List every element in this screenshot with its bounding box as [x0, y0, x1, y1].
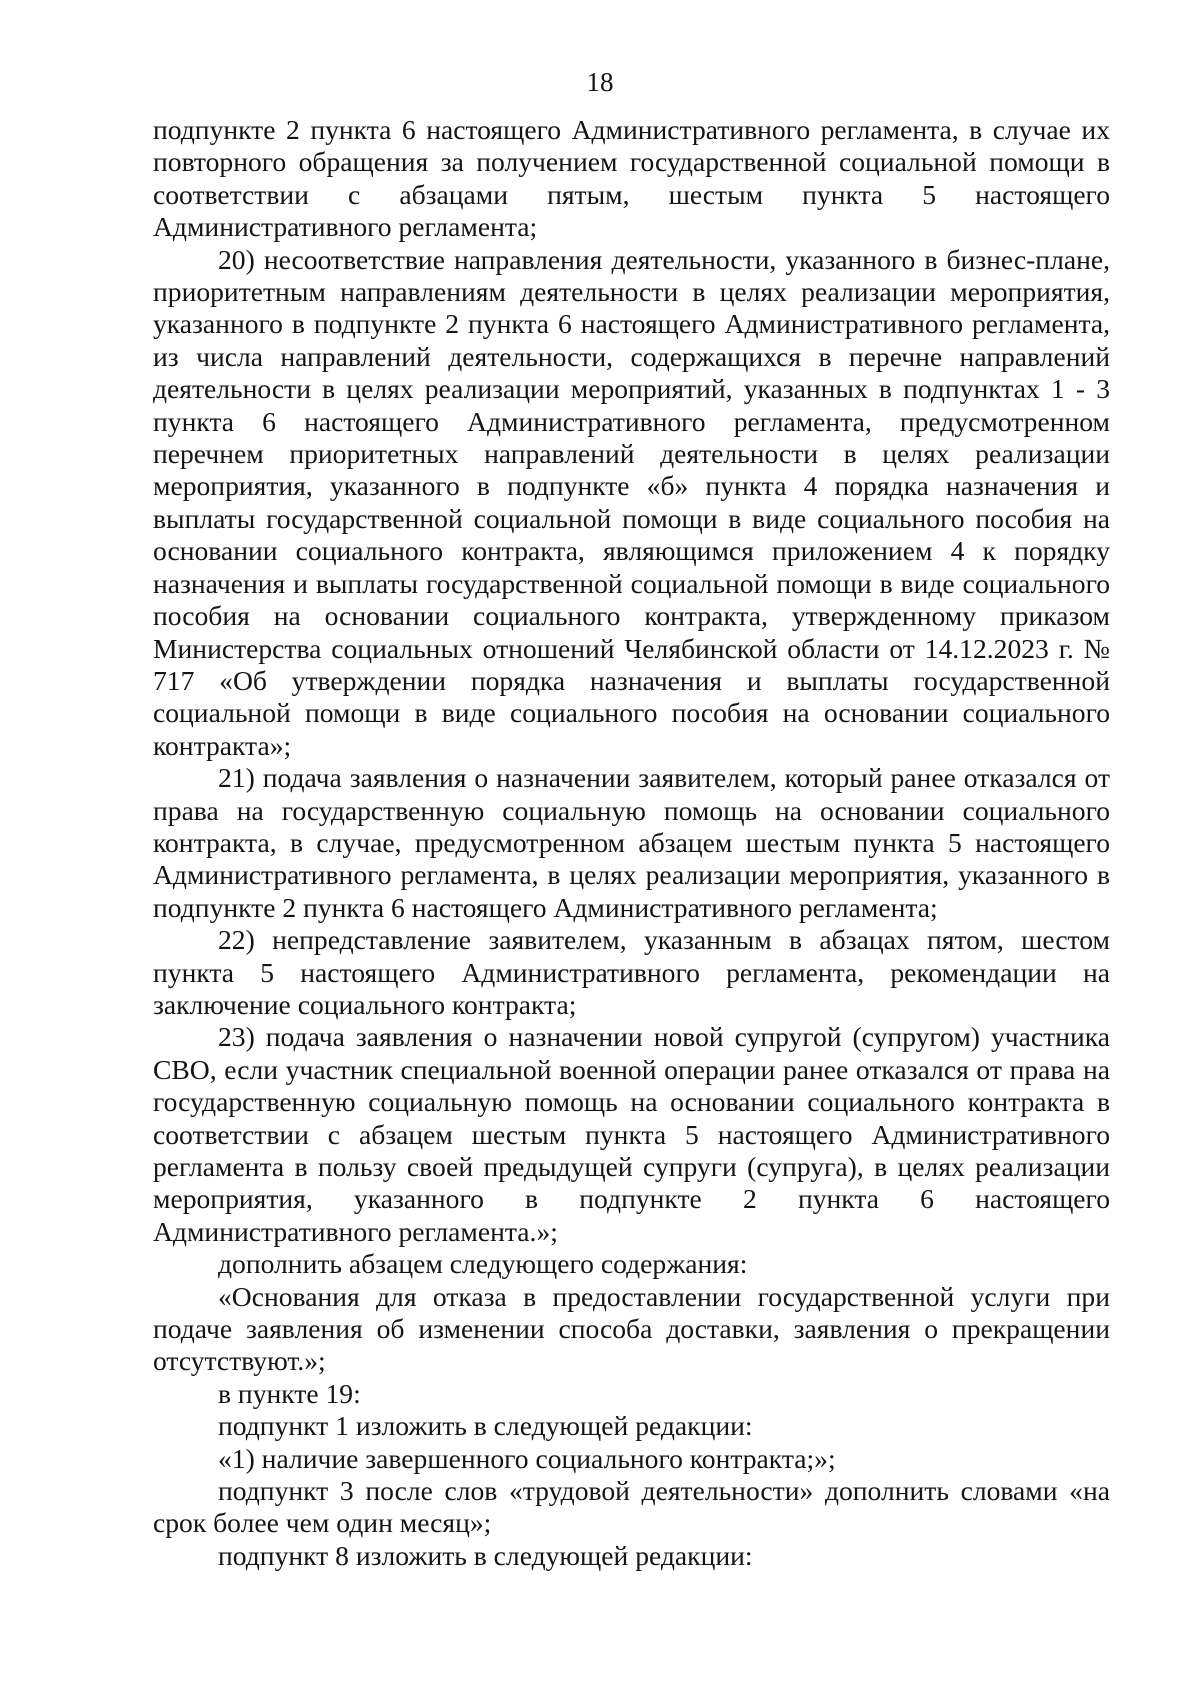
paragraph-continuation: подпункте 2 пункта 6 настоящего Административного регламента, в случае их повторного обращения за получением государственной социальной помощи в соответствии с абзацами пятым, шестым пункта 5 настоящего Административного регламента; — [153, 114, 1110, 243]
paragraph-item-21: 21) подача заявления о назначении заявителем, который ранее отказался от права на государственную социальную помощь на основании социального контракта, в случае, предусмотренном абзацем шестым пункта 5 настоящего Административного регламента, в целях реализации мероприятия, указанного в подпункте 2 пункта 6 настоящего Административного регламента; — [153, 762, 1110, 923]
paragraph-subpoint-1-intro: подпункт 1 изложить в следующей редакции: — [218, 1410, 753, 1442]
page-number: 18 — [586, 67, 614, 97]
paragraph-item-23: 23) подача заявления о назначении новой супругой (супругом) участника СВО, если участник специальной военной операции ранее отказался от права на государственную социальную помощь на основании социального контракта в соответствии с абзацем шестым пункта 5 настоящего Административного регламента в пользу своей предыдущей супруги (супруга), в целях реализации мероприятия, указанного в подпункте 2 пункта 6 настоящего Административного регламента.»; — [153, 1021, 1110, 1247]
paragraph-subpoint-8-intro: подпункт 8 изложить в следующей редакции: — [218, 1539, 753, 1571]
paragraph-supplement-intro: дополнить абзацем следующего содержания: — [218, 1248, 748, 1280]
paragraph-subpoint-3: подпункт 3 после слов «трудовой деятельности» дополнить словами «на срок более чем один месяц»; — [153, 1475, 1110, 1539]
paragraph-item-20: 20) несоответствие направления деятельности, указанного в бизнес-плане, приоритетным направлениям деятельности в целях реализации мероприятия, указанного в подпункте 2 пункта 6 настоящего Административного регламента, из числа направлений деятельности, содержащихся в перечне направлений деятельности в целях реализации мероприятий, указанных в подпунктах 1 - 3 пункта 6 настоящего Административного регламента, предусмотренном перечнем приоритетных направлений деятельности в целях реализации мероприятия, указанного в подпункте «б» пункта 4 порядка назначения и выплаты государственной социальной помощи в виде социального пособия на основании социального контракта, являющимся приложением 4 к порядку назначения и выплаты государственной социальной помощи в виде социального пособия на основании социального контракта, утвержденному приказом Министерства социальных отношений Челябинской области от 14.12.2023 г. № 717 «Об утверждении порядка назначения и выплаты государственной социальной помощи в виде социального пособия на основании социального контракта»; — [153, 243, 1110, 761]
document-body — [153, 114, 1110, 1572]
paragraph-point-19: в пункте 19: — [218, 1377, 361, 1409]
paragraph-supplement-text: «Основания для отказа в предоставлении государственной услуги при подаче заявления об изменении способа доставки, заявления о прекращении отсутствуют.»; — [153, 1280, 1110, 1377]
paragraph-item-22: 22) непредставление заявителем, указанным в абзацах пятом, шестом пункта 5 настоящего Административного регламента, рекомендации на заключение социального контракта; — [153, 924, 1110, 1020]
paragraph-subpoint-1-text: «1) наличие завершенного социального контракта;»; — [218, 1442, 836, 1474]
